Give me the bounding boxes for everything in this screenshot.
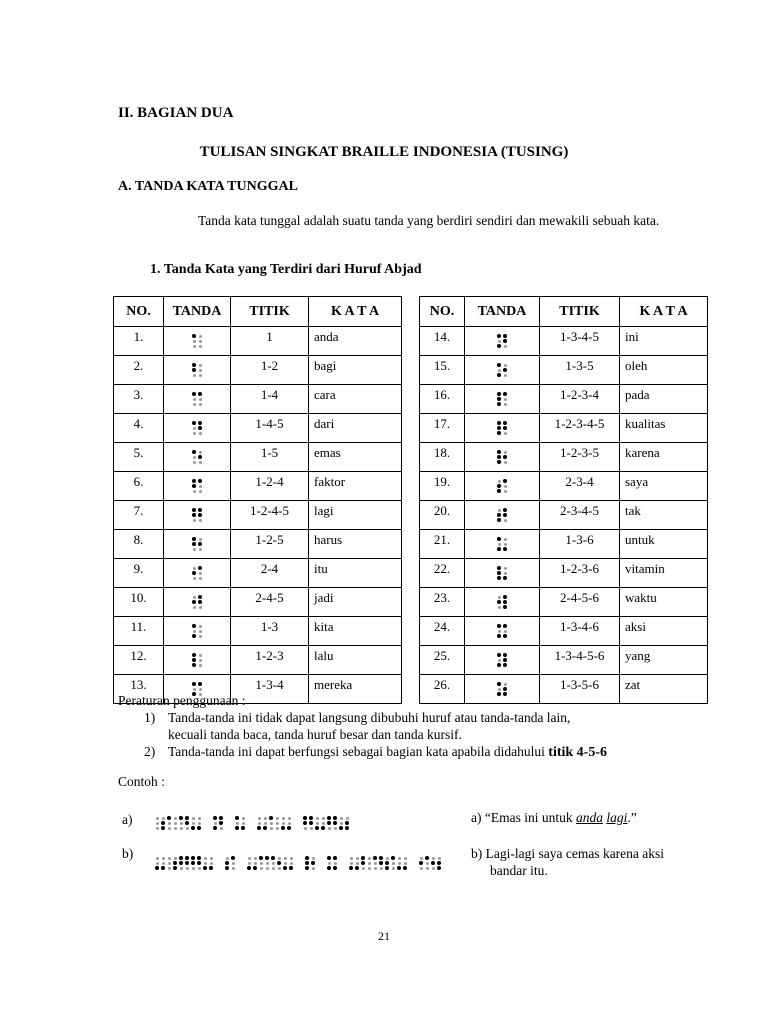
row-tanda	[164, 646, 231, 675]
row-kata: cara	[309, 385, 402, 414]
row-titik: 1-3-5-6	[540, 675, 620, 704]
row-tanda	[164, 443, 231, 472]
braille-cell-icon	[385, 856, 395, 870]
braille-cell-icon	[269, 816, 279, 830]
example-a-suffix: .”	[627, 810, 637, 825]
rule-text	[144, 743, 607, 761]
row-tanda	[465, 530, 540, 559]
braille-cell-icon	[192, 537, 202, 551]
braille-word	[155, 852, 213, 870]
row-number: 9.	[114, 559, 164, 588]
row-kata: emas	[309, 443, 402, 472]
row-tanda	[164, 559, 231, 588]
row-tanda	[465, 443, 540, 472]
row-titik: 1-2-4	[231, 472, 309, 501]
row-kata: untuk	[620, 530, 708, 559]
table-row	[420, 356, 708, 385]
braille-cell-icon	[431, 856, 441, 870]
header-tanda: TANDA	[465, 297, 540, 327]
row-kata: karena	[620, 443, 708, 472]
table-row	[114, 588, 402, 617]
rules-heading: Peraturan penggunaan :	[118, 693, 246, 708]
rule-text-bold: titik 4-5-6	[548, 745, 608, 760]
usage-rules	[118, 692, 607, 761]
row-tanda	[465, 472, 540, 501]
row-tanda	[164, 530, 231, 559]
braille-word	[305, 852, 315, 870]
row-tanda	[465, 617, 540, 646]
numbered-heading: 1. Tanda Kata yang Terdiri dari Huruf Abjad	[150, 262, 422, 277]
braille-cell-icon	[497, 566, 507, 580]
table-row	[420, 588, 708, 617]
braille-word	[225, 852, 235, 870]
row-number: 22.	[420, 559, 465, 588]
table-row	[114, 414, 402, 443]
row-tanda	[465, 588, 540, 617]
row-tanda	[465, 327, 540, 356]
row-kata: pada	[620, 385, 708, 414]
row-kata: oleh	[620, 356, 708, 385]
row-kata: tak	[620, 501, 708, 530]
page-number: 21	[378, 929, 390, 943]
row-titik: 1-3-4	[231, 675, 309, 704]
table-row	[420, 501, 708, 530]
braille-cell-icon	[192, 566, 202, 580]
row-kata: zat	[620, 675, 708, 704]
table-row	[420, 443, 708, 472]
table-row	[420, 472, 708, 501]
braille-cell-icon	[192, 653, 202, 667]
row-number: 18.	[420, 443, 465, 472]
row-kata: mereka	[309, 675, 402, 704]
rule-text-continued: kecuali tanda baca, tanda huruf besar dan tanda kursif.	[168, 727, 462, 742]
braille-cell-icon	[315, 816, 325, 830]
row-tanda	[465, 501, 540, 530]
braille-cell-icon	[257, 816, 267, 830]
braille-word	[257, 812, 291, 830]
braille-cell-icon	[361, 856, 371, 870]
braille-table-right	[419, 296, 708, 704]
row-kata: dari	[309, 414, 402, 443]
braille-cell-icon	[327, 816, 337, 830]
rule-item	[118, 709, 607, 743]
braille-cell-icon	[179, 816, 189, 830]
row-tanda	[164, 385, 231, 414]
table-row	[420, 530, 708, 559]
intro-paragraph	[150, 212, 674, 230]
row-kata: saya	[620, 472, 708, 501]
example-a-text: a) “Emas ini untuk	[471, 810, 576, 825]
braille-cell-icon	[192, 363, 202, 377]
row-kata: harus	[309, 530, 402, 559]
row-titik: 1-5	[231, 443, 309, 472]
row-kata: vitamin	[620, 559, 708, 588]
table-header-row	[114, 297, 402, 327]
row-number: 3.	[114, 385, 164, 414]
row-titik: 1-2-5	[231, 530, 309, 559]
header-kata: K A T A	[309, 297, 402, 327]
row-number: 8.	[114, 530, 164, 559]
row-titik: 1-3-6	[540, 530, 620, 559]
row-titik: 1-4-5	[231, 414, 309, 443]
row-titik: 2-3-4-5	[540, 501, 620, 530]
row-titik: 2-4-5	[231, 588, 309, 617]
braille-cell-icon	[191, 856, 201, 870]
braille-cell-icon	[497, 334, 507, 348]
header-titik: TITIK	[231, 297, 309, 327]
row-kata: lalu	[309, 646, 402, 675]
example-b-text: b) Lagi-lagi saya cemas karena aksi	[471, 846, 665, 861]
example-a-braille	[155, 812, 349, 830]
row-kata: jadi	[309, 588, 402, 617]
braille-cell-icon	[497, 363, 507, 377]
braille-cell-icon	[191, 816, 201, 830]
braille-word	[155, 812, 201, 830]
intro-text: Tanda kata tunggal adalah suatu tanda yang berdiri sendiri dan mewakili sebuah kata.	[198, 213, 660, 228]
row-tanda	[465, 385, 540, 414]
row-number: 23.	[420, 588, 465, 617]
braille-cell-icon	[497, 392, 507, 406]
row-number: 16.	[420, 385, 465, 414]
braille-cell-icon	[167, 816, 177, 830]
row-number: 1.	[114, 327, 164, 356]
row-number: 25.	[420, 646, 465, 675]
row-tanda	[465, 356, 540, 385]
braille-cell-icon	[192, 508, 202, 522]
row-titik: 1-2-3-5	[540, 443, 620, 472]
subheading: A. TANDA KATA TUNGGAL	[118, 179, 298, 194]
row-tanda	[164, 327, 231, 356]
table-row	[114, 617, 402, 646]
table-row	[420, 559, 708, 588]
row-kata: anda	[309, 327, 402, 356]
braille-cell-icon	[192, 334, 202, 348]
row-kata: kualitas	[620, 414, 708, 443]
row-number: 20.	[420, 501, 465, 530]
braille-cell-icon	[271, 856, 281, 870]
row-kata: yang	[620, 646, 708, 675]
row-kata: kita	[309, 617, 402, 646]
braille-cell-icon	[192, 392, 202, 406]
row-tanda	[164, 588, 231, 617]
table-row	[420, 385, 708, 414]
page-title: TULISAN SINGKAT BRAILLE INDONESIA (TUSING)	[199, 144, 569, 160]
row-kata: faktor	[309, 472, 402, 501]
row-number: 17.	[420, 414, 465, 443]
table-row	[114, 559, 402, 588]
braille-cell-icon	[281, 816, 291, 830]
row-titik: 1-3-4-5-6	[540, 646, 620, 675]
row-number: 19.	[420, 472, 465, 501]
row-number: 12.	[114, 646, 164, 675]
row-number: 13.	[114, 675, 164, 704]
row-titik: 1-2-3	[231, 646, 309, 675]
braille-word	[213, 812, 223, 830]
row-number: 2.	[114, 356, 164, 385]
table-row	[114, 356, 402, 385]
row-titik: 1-3-4-6	[540, 617, 620, 646]
row-number: 5.	[114, 443, 164, 472]
rule-number: 2)	[144, 744, 156, 759]
section-heading: II. BAGIAN DUA	[118, 105, 234, 121]
table-row	[420, 617, 708, 646]
header-titik: TITIK	[540, 297, 620, 327]
braille-cell-icon	[235, 816, 245, 830]
table-row	[114, 501, 402, 530]
row-number: 7.	[114, 501, 164, 530]
braille-cell-icon	[497, 508, 507, 522]
row-titik: 1-3	[231, 617, 309, 646]
example-a-translation	[471, 810, 637, 826]
table-row	[420, 646, 708, 675]
braille-cell-icon	[192, 450, 202, 464]
braille-word	[327, 852, 337, 870]
row-tanda	[465, 559, 540, 588]
braille-cell-icon	[339, 816, 349, 830]
row-tanda	[164, 356, 231, 385]
contoh-label: Contoh :	[118, 774, 165, 789]
row-kata: itu	[309, 559, 402, 588]
row-kata: ini	[620, 327, 708, 356]
braille-cell-icon	[349, 856, 359, 870]
braille-cell-icon	[497, 653, 507, 667]
row-kata: bagi	[309, 356, 402, 385]
braille-cell-icon	[225, 856, 235, 870]
row-titik: 1-2-3-4	[540, 385, 620, 414]
row-tanda	[465, 414, 540, 443]
braille-cell-icon	[192, 595, 202, 609]
braille-cell-icon	[303, 816, 313, 830]
example-b-text-continued: bandar itu.	[490, 863, 548, 878]
braille-word	[247, 852, 293, 870]
row-titik: 1-2-3-6	[540, 559, 620, 588]
example-b-label: b)	[122, 846, 134, 861]
braille-cell-icon	[497, 479, 507, 493]
row-titik: 1-2	[231, 356, 309, 385]
rule-number: 1)	[144, 710, 156, 725]
row-titik: 1-3-5	[540, 356, 620, 385]
example-a-italic-word: anda	[575, 810, 603, 825]
table-row	[114, 327, 402, 356]
row-titik: 1	[231, 327, 309, 356]
row-kata: aksi	[620, 617, 708, 646]
braille-cell-icon	[259, 856, 269, 870]
braille-cell-icon	[327, 856, 337, 870]
row-tanda	[164, 501, 231, 530]
row-number: 6.	[114, 472, 164, 501]
row-number: 11.	[114, 617, 164, 646]
braille-word	[235, 812, 245, 830]
braille-cell-icon	[283, 856, 293, 870]
braille-table-left	[113, 296, 402, 704]
table-row	[420, 327, 708, 356]
row-titik: 1-4	[231, 385, 309, 414]
braille-cell-icon	[155, 856, 165, 870]
table-row	[114, 472, 402, 501]
braille-cell-icon	[192, 479, 202, 493]
row-titik: 1-2-4-5	[231, 501, 309, 530]
example-b-braille	[155, 852, 441, 870]
row-tanda	[164, 617, 231, 646]
table-row	[114, 443, 402, 472]
example-a-italic-word: lagi	[606, 810, 628, 825]
header-kata: K A T A	[620, 297, 708, 327]
braille-cell-icon	[192, 421, 202, 435]
row-number: 4.	[114, 414, 164, 443]
braille-cell-icon	[155, 816, 165, 830]
row-kata: lagi	[309, 501, 402, 530]
braille-cell-icon	[203, 856, 213, 870]
rule-text: Tanda-tanda ini tidak dapat langsung dibubuhi huruf atau tanda-tanda lain,	[168, 710, 571, 725]
braille-cell-icon	[192, 624, 202, 638]
braille-cell-icon	[167, 856, 177, 870]
braille-cell-icon	[497, 595, 507, 609]
row-kata: waktu	[620, 588, 708, 617]
row-number: 24.	[420, 617, 465, 646]
braille-cell-icon	[419, 856, 429, 870]
table-row	[114, 530, 402, 559]
table-row	[114, 385, 402, 414]
row-titik: 2-4-5-6	[540, 588, 620, 617]
row-number: 15.	[420, 356, 465, 385]
row-number: 10.	[114, 588, 164, 617]
row-tanda	[465, 646, 540, 675]
braille-cell-icon	[213, 816, 223, 830]
braille-cell-icon	[397, 856, 407, 870]
rule-item	[118, 743, 607, 761]
row-number: 21.	[420, 530, 465, 559]
braille-cell-icon	[373, 856, 383, 870]
example-a-label: a)	[122, 812, 133, 827]
braille-cell-icon	[305, 856, 315, 870]
braille-cell-icon	[497, 450, 507, 464]
braille-cell-icon	[497, 537, 507, 551]
braille-cell-icon	[497, 421, 507, 435]
braille-word	[303, 812, 349, 830]
row-number: 26.	[420, 675, 465, 704]
braille-cell-icon	[247, 856, 257, 870]
rule-text-main: Tanda-tanda ini dapat berfungsi sebagai bagian kata apabila didahului	[168, 744, 545, 759]
table-header-row	[420, 297, 708, 327]
braille-word	[349, 852, 407, 870]
table-row	[420, 414, 708, 443]
braille-cell-icon	[497, 624, 507, 638]
row-titik: 2-4	[231, 559, 309, 588]
braille-word	[419, 852, 441, 870]
row-titik: 1-2-3-4-5	[540, 414, 620, 443]
header-no: NO.	[420, 297, 465, 327]
header-no: NO.	[114, 297, 164, 327]
row-titik: 2-3-4	[540, 472, 620, 501]
row-tanda	[164, 414, 231, 443]
header-tanda: TANDA	[164, 297, 231, 327]
row-titik: 1-3-4-5	[540, 327, 620, 356]
braille-cell-icon	[179, 856, 189, 870]
row-number: 14.	[420, 327, 465, 356]
row-tanda	[164, 472, 231, 501]
example-b-translation	[471, 845, 664, 879]
table-row	[114, 646, 402, 675]
